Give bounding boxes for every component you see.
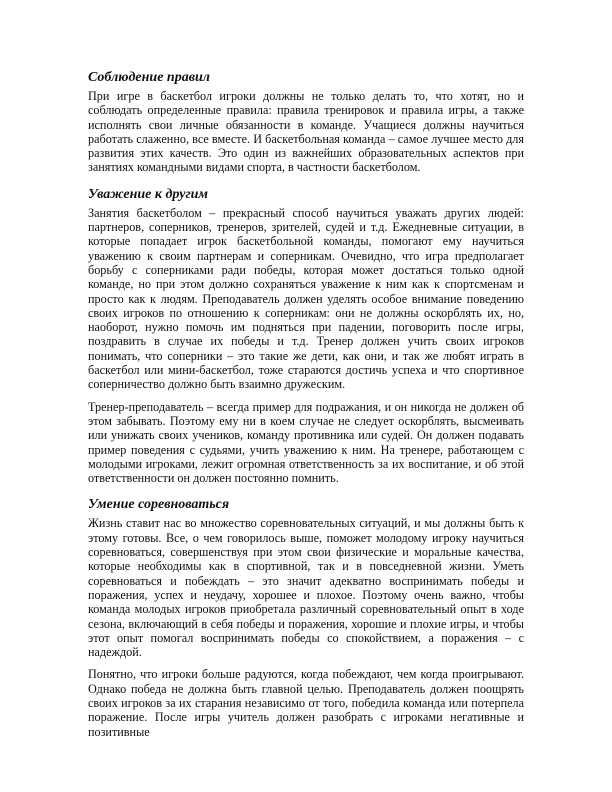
paragraph: Занятия баскетболом – прекрасный способ научиться уважать других людей: партнеров, соперников, тренеров, зрителей, судей и т.д. Ежедневные ситуации, в которые попадает игрок баскетбольной команды, помогают ему научиться уважению к своим партнерам и соперникам. Очевидно, что игра предполагает борьбу с соперниками ради победы, которая может достаться только одной команде, но при этом должно сохраняться уважение к ним как к спортсменам и просто как к людям. Преподаватель должен уделять особое внимание поведению своих игроков по отношению к соперникам: они не должны оскорблять их, но, наоборот, нужно помочь им подняться при падении, поговорить после игры, поздравить в случае их победы и т.д. Тренер должен учить своих игроков понимать, что соперники – это такие же дети, как они, и так же любят играть в баскетбол или мини-баскетбол, тоже стараются достичь успеха и что спортивное соперничество должно быть взаимно дружеским.: [88, 205, 524, 392]
document-page: [88, 70, 524, 739]
paragraph: Тренер-преподаватель – всегда пример для подражания, и он никогда не должен об этом забывать. Поэтому ему ни в коем случае не следует оскорблять, высмеивать или унижать своих учеников, команду противника или судей. Он должен подавать пример поведения с судьями, учить уважению к ним. На тренере, работающем с молодыми игроками, лежит огромная ответственность за их воспитание, и об этой ответственности он должен постоянно помнить.: [88, 399, 524, 486]
section-rules: [88, 70, 524, 175]
paragraph: Жизнь ставит нас во множество соревновательных ситуаций, и мы должны быть к этому готовы. Все, о чем говорилось выше, поможет молодому игроку научиться соревноваться, совершенствуя при этом свои физические и моральные качества, которые необходимы как в спортивной, так и в повседневной жизни. Уметь соревноваться и побеждать – это значит адекватно воспринимать победы и поражения, успех и неудачу, хорошее и плохое. Поэтому очень важно, чтобы команда молодых игроков приобретала различный соревновательный опыт в ходе сезона, включающий в себя победы и поражения, хорошие и плохие игры, и чтобы этот опыт помогал воспринимать победы со спокойствием, а поражения – с надеждой.: [88, 516, 524, 660]
section-heading: Соблюдение правил: [88, 70, 210, 85]
section-heading: Умение соревноваться: [88, 497, 230, 513]
section-respect: [88, 187, 524, 486]
section-heading: Уважение к другим: [88, 186, 208, 202]
paragraph: При игре в баскетбол игроки должны не только делать то, что хотят, но и соблюдать определенные правила: правила тренировок и правила игры, а также исполнять свои личные обязанности в команде. Учащиеся должны научиться работать слаженно, все вместе. И баскетбольная команда – самое лучшее место для развития этих качеств. Это один из важнейших образовательных аспектов при занятиях командными видами спорта, в частности баскетболом.: [88, 89, 524, 175]
section-competing: [88, 497, 524, 738]
paragraph: Понятно, что игроки больше радуются, когда побеждают, чем когда проигрывают. Однако победа не должна быть главной целью. Преподаватель должен поощрять своих игроков за их старания независимо от того, победила команда или потерпела поражение. После игры учитель должен разобрать с игроками негативные и позитивные: [88, 667, 524, 739]
